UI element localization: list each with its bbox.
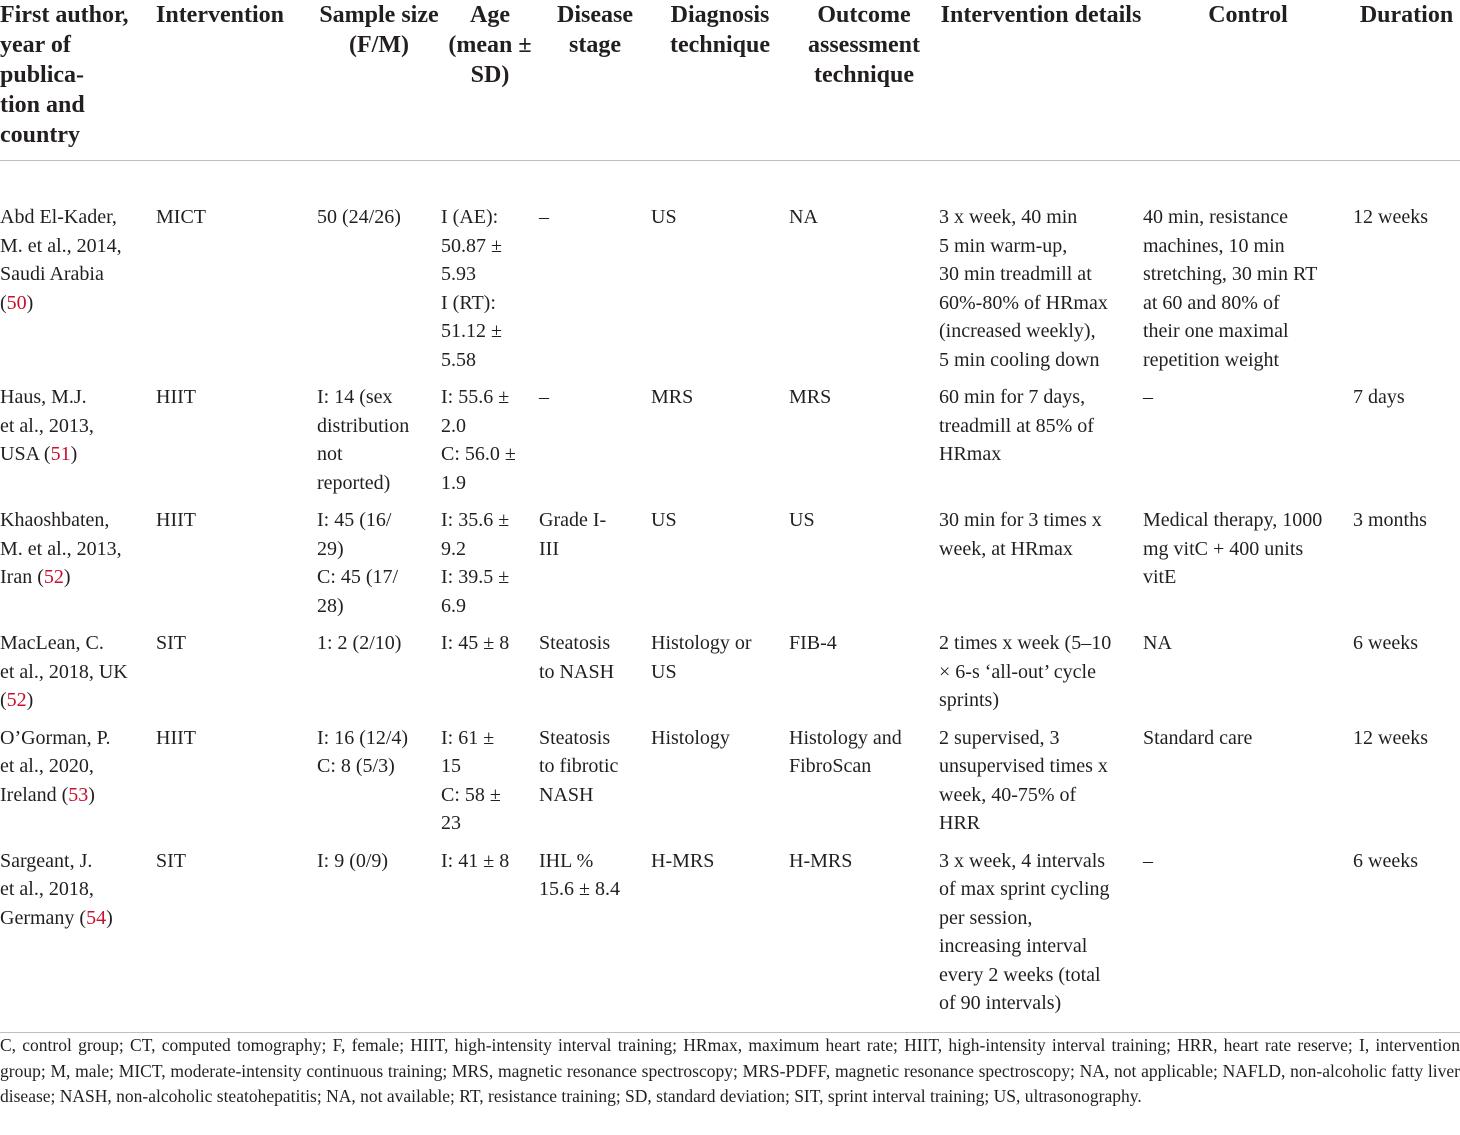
cell-duration: 12 weeks [1353,726,1428,749]
cell-intervention: HIIT [156,386,196,408]
cell-diagnosis: Histology [651,726,730,749]
cell-control: – [1143,847,1353,1033]
cell-outcome: Histology and FibroScan [789,726,902,777]
cell-control: – [1143,386,1153,408]
cell-duration: 3 months [1353,509,1427,531]
header-author: First author, year of publica- tion and country [0,0,156,161]
cell-intervention-details: 30 min for 3 times x week, at HRmax [939,509,1102,560]
header-age: Age (mean ± SD) [441,0,539,161]
cell-disease-stage: IHL % 15.6 ± 8.4 [539,847,651,1033]
reference-link[interactable]: 53 [68,783,89,806]
cell-age: I: 61 ± 15 C: 58 ± 23 [441,726,501,834]
cell-disease-stage: Steatosis to NASH [539,632,615,683]
header-disease-stage: Disease stage [539,0,651,161]
cell-intervention-details: 2 supervised, 3 unsupervised times x week, 40-75% of HRR [939,726,1108,834]
cell-duration: 7 days [1353,386,1405,408]
header-sample-size: Sample size (F/M) [317,0,441,161]
cell-sample-size: I: 16 (12/4) C: 8 (5/3) [317,726,409,777]
cell-sample-size: 1: 2 (2/10) [317,632,402,654]
cell-diagnosis: Histology or US [651,632,752,683]
header-intervention-details: Intervention details [939,0,1143,161]
cell-age: I: 35.6 ± 9.2 I: 39.5 ± 6.9 [441,509,510,617]
cell-outcome: MRS [789,386,832,408]
cell-duration: 6 weeks [1353,632,1418,654]
cell-intervention: HIIT [156,726,196,749]
cell-diagnosis: MRS [651,386,694,408]
cell-intervention-details: 3 x week, 4 intervals of max sprint cycling per session, increasing interval every 2 weeks (total of 90 intervals) [939,847,1143,1033]
cell-diagnosis: H-MRS [651,847,789,1033]
cell-age: I (AE): 50.87 ± 5.93 I (RT): 51.12 ± 5.58 [441,206,502,371]
reference-link[interactable]: 54 [86,906,107,929]
header-row [0,0,1460,161]
cell-control: Standard care [1143,726,1253,749]
table-row [0,383,1460,506]
cell-intervention-details: 2 times x week (5–10 × 6-s ‘all-out’ cycle sprints) [939,632,1112,711]
cell-intervention: SIT [156,847,317,1033]
table-row [0,629,1460,724]
cell-outcome: NA [789,206,818,228]
cell-author: O’Gorman, P. et al., 2020, Ireland (53) [0,726,111,806]
cell-control: NA [1143,632,1172,654]
table-row [0,724,1460,847]
cell-control: Medical therapy, 1000 mg vitC + 400 units vitE [1143,509,1323,588]
reference-link[interactable]: 52 [6,689,27,711]
cell-duration: 12 weeks [1353,206,1428,228]
header-outcome: Outcome assessment technique [789,0,939,161]
table-row [0,506,1460,629]
cell-age: I: 45 ± 8 [441,632,510,654]
table-footnote: C, control group; CT, computed tomography; F, female; HIIT, high-intensity interval training; HRmax, maximum heart rate; HIIT, high-intensity interval training; HRR, heart rate reserve; I, intervention group; M, male; MICT, moderate-intensity continuous training; MRS, magnetic resonance spectroscopy; MRS-PDFF, magnetic resonance spectroscopy; NA, not applicable; NAFLD, non-alcoholic fatty liver disease; NASH, non-alcoholic steatohepatitis; NA, not available; RT, resistance training; SD, standard deviation; SIT, sprint interval training; US, ultrasonography. [0,1035,1460,1106]
cell-intervention-details: 60 min for 7 days, treadmill at 85% of HRmax [939,386,1094,465]
reference-link[interactable]: 50 [6,291,27,314]
cell-intervention: SIT [156,632,186,654]
cell-disease-stage: Grade I- III [539,509,607,560]
cell-author: MacLean, C. et al., 2018, UK (52) [0,632,128,711]
table-row [0,161,1460,384]
header-diagnosis: Diagnosis technique [651,0,789,161]
cell-author: Abd El-Kader, M. et al., 2014, Saudi Arabia (50) [0,206,122,314]
cell-sample-size: I: 45 (16/ 29) C: 45 (17/ 28) [317,509,399,617]
cell-diagnosis: US [651,206,677,228]
cell-intervention: MICT [156,206,206,228]
cell-sample-size: 50 (24/26) [317,206,401,228]
cell-outcome: H-MRS [789,847,939,1033]
header-control: Control [1143,0,1353,161]
cell-sample-size: I: 9 (0/9) [317,847,441,1033]
cell-duration: 6 weeks [1353,847,1460,1033]
cell-age: I: 41 ± 8 [441,847,539,1033]
cell-disease-stage: – [539,386,549,408]
reference-link[interactable]: 52 [43,566,64,588]
header-intervention: Intervention [156,0,317,161]
cell-sample-size: I: 14 (sex distribution not reported) [317,386,410,494]
cell-author: Khaoshbaten, M. et al., 2013, Iran (52) [0,509,122,588]
cell-intervention: HIIT [156,509,196,531]
cell-age: I: 55.6 ± 2.0 C: 56.0 ± 1.9 [441,386,516,494]
table-row [0,847,1460,1033]
cell-outcome: US [789,509,815,531]
cell-diagnosis: US [651,509,677,531]
reference-link[interactable]: 51 [50,443,71,465]
cell-control: 40 min, resistance machines, 10 min stretching, 30 min RT at 60 and 80% of their one maximal repetition weight [1143,206,1318,371]
cell-disease-stage: – [539,206,549,228]
cell-author: Sargeant, J. et al., 2018, Germany (54) [0,847,156,1033]
cell-disease-stage: Steatosis to fibrotic NASH [539,726,619,806]
cell-outcome: FIB-4 [789,632,837,654]
cell-intervention-details: 3 x week, 40 min 5 min warm-up, 30 min treadmill at 60%-80% of HRmax (increased weekly), 5 min cooling down [939,206,1108,371]
cell-author: Haus, M.J. et al., 2013, USA (51) [0,386,94,465]
header-duration: Duration [1353,0,1460,161]
